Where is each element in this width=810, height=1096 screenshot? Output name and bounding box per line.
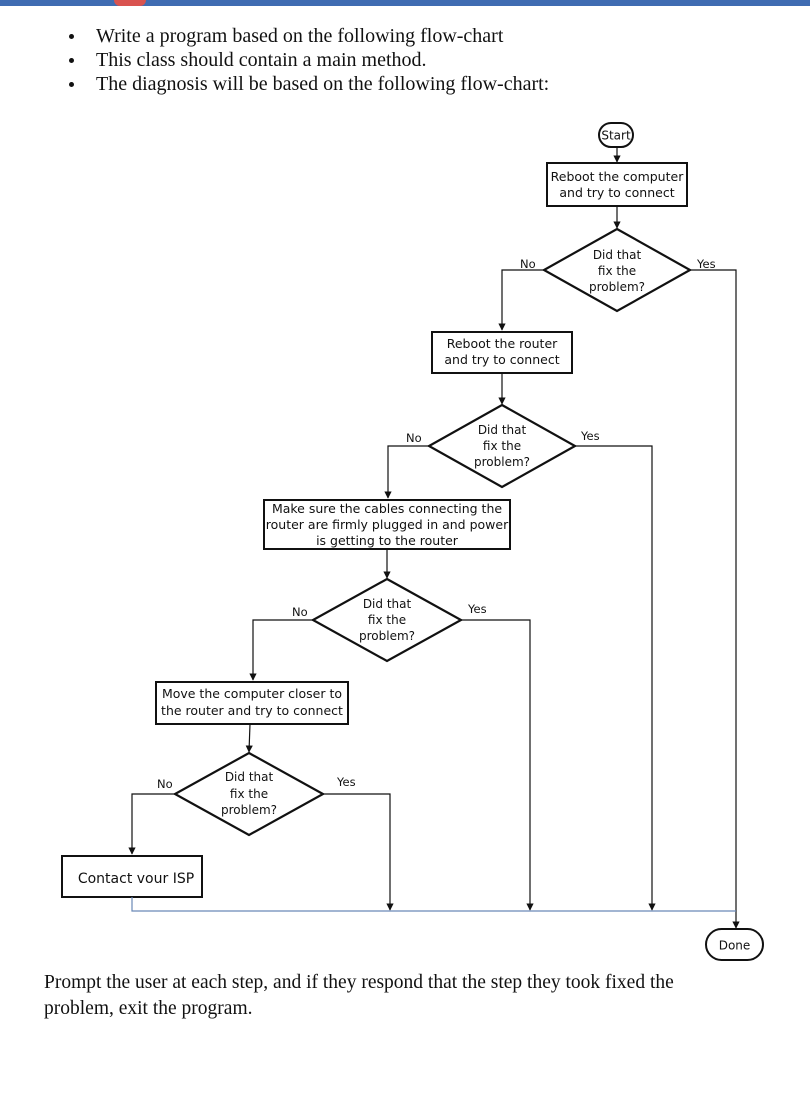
decision-text: fix the <box>367 613 407 627</box>
done-terminal <box>706 929 763 960</box>
yes-label: Yes <box>337 775 356 789</box>
step-reboot-computer <box>547 163 687 206</box>
decision-4 <box>175 753 323 835</box>
decision-2 <box>429 405 575 487</box>
step-check-cables <box>264 500 510 549</box>
connector <box>388 446 429 498</box>
connector <box>502 270 544 330</box>
connector <box>575 446 652 910</box>
connector <box>249 724 250 752</box>
step-text: Reboot the router <box>446 336 558 351</box>
step-text: Make sure the cables connecting the <box>271 501 503 516</box>
footer-paragraph: Prompt the user at each step, and if they respond that the step they took fixed the problem, exit the program. <box>44 972 674 1019</box>
no-label: No <box>520 257 536 271</box>
decision-text: Did that <box>592 248 642 262</box>
step-text: is getting to the router <box>316 533 458 548</box>
decision-text: Did that <box>362 597 412 611</box>
no-label: No <box>157 777 173 791</box>
decision-text: problem? <box>588 280 646 294</box>
decision-3 <box>313 579 461 661</box>
step-text: Reboot the computer <box>550 169 684 184</box>
step-reboot-router <box>432 332 572 373</box>
step-text: Move the computer closer to <box>161 686 343 701</box>
connector <box>253 620 313 680</box>
decision-1 <box>544 229 690 311</box>
decision-text: Did that <box>224 770 274 784</box>
yes-label: Yes <box>697 257 716 271</box>
contact-isp-box <box>62 856 202 897</box>
instruction-item: The diagnosis will be based on the following flow-chart: <box>60 72 549 96</box>
start-terminal <box>599 123 633 147</box>
done-label: Done <box>718 938 751 953</box>
decision-text: Did that <box>477 423 527 437</box>
decision-text: problem? <box>473 455 531 469</box>
decision-text: fix the <box>482 439 522 453</box>
yes-label: Yes <box>468 602 487 616</box>
instruction-item: Write a program based on the following flow-chart <box>60 24 549 48</box>
step-move-closer <box>156 682 348 724</box>
step-text: the router and try to connect <box>161 703 343 718</box>
no-label: No <box>292 605 308 619</box>
start-label: Start <box>601 128 631 143</box>
yes-label: Yes <box>581 429 600 443</box>
instruction-item: This class should contain a main method. <box>60 48 549 72</box>
contact-isp-label: Contact vour ISP <box>77 871 195 887</box>
connector <box>461 620 530 910</box>
decision-text: problem? <box>358 629 416 643</box>
decision-text: problem? <box>220 803 278 817</box>
step-text: and try to connect <box>559 185 675 200</box>
connector <box>323 794 390 910</box>
connector <box>690 270 736 928</box>
no-label: No <box>406 431 422 445</box>
step-text: router are firmly plugged in and power <box>265 517 509 532</box>
decision-text: fix the <box>597 264 637 278</box>
connector <box>132 897 736 911</box>
decision-text: fix the <box>229 787 269 801</box>
connector <box>132 794 175 854</box>
step-text: and try to connect <box>444 352 560 367</box>
